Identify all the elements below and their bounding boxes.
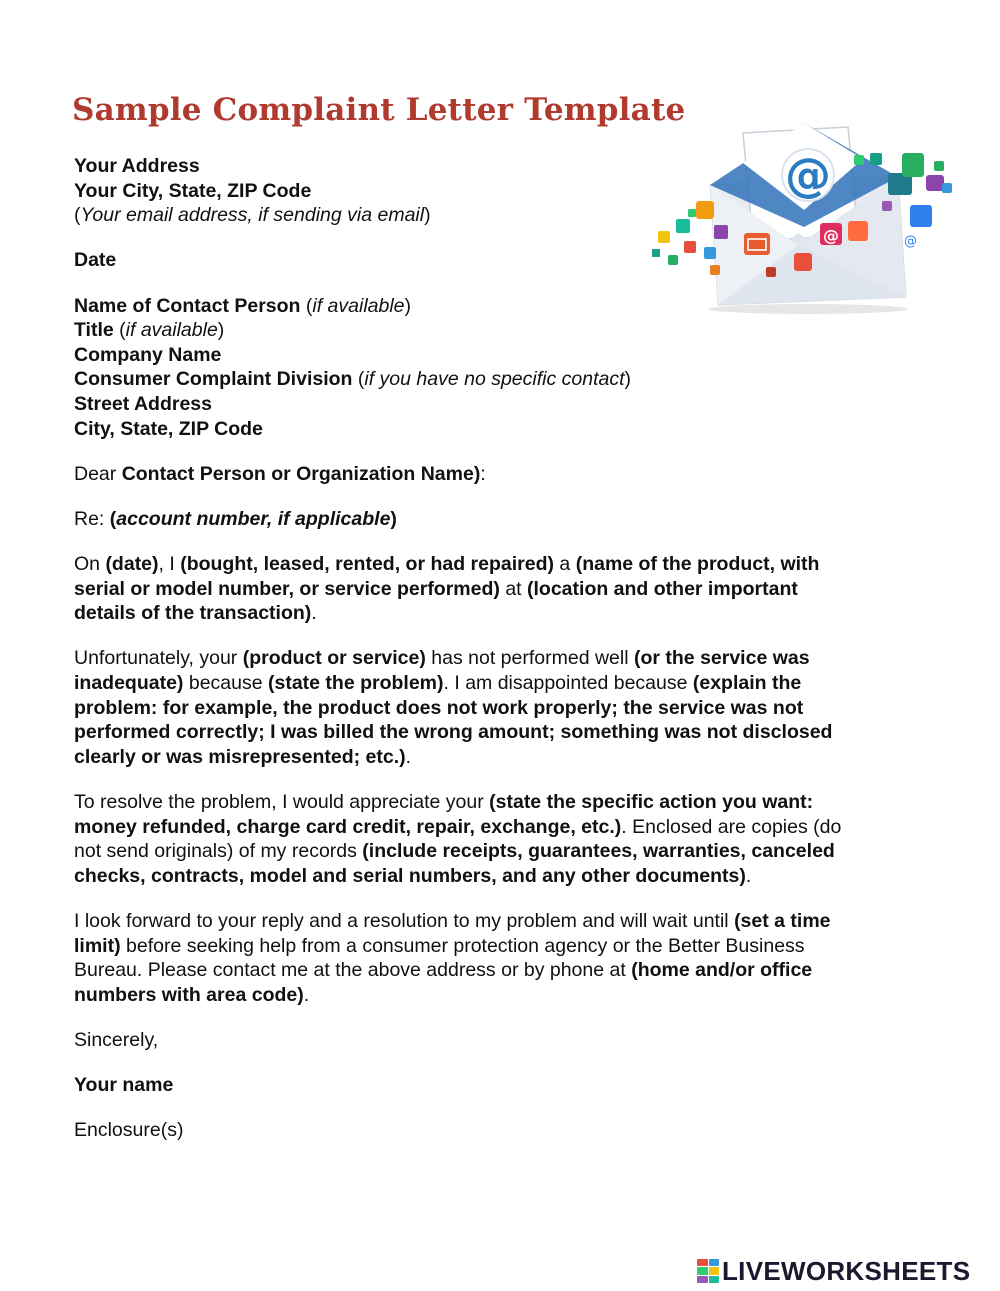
date-block (74, 248, 874, 273)
paragraph-followup: I look forward to your reply and a resolution to my problem and will wait until (set a time limit) before seeking help from a consumer protection agency or the Better Business Bureau. Please contact me at the above address or by phone at (home and/or office numbers with area code). (74, 910, 831, 1006)
sender-city: Your City, State, ZIP Code (74, 179, 312, 202)
letter-body (74, 154, 874, 1164)
signature: Your name (74, 1074, 174, 1097)
recipient-division: Consumer Complaint Division (if you have no specific contact) (74, 368, 632, 391)
recipient-city: City, State, ZIP Code (74, 417, 263, 440)
recipient-street: Street Address (74, 392, 212, 415)
salutation: Dear Contact Person or Organization Name): (74, 462, 486, 485)
page-title: Sample Complaint Letter Template (72, 92, 686, 128)
recipient-title: Title (if available) (74, 319, 225, 342)
liveworksheets-watermark (697, 1257, 970, 1285)
closing: Sincerely, (74, 1028, 159, 1051)
re-line: Re: (account number, if applicable) (74, 507, 397, 530)
paragraph-resolution: To resolve the problem, I would appreciate your (state the specific action you want: money refunded, charge card credit, repair, exchange, etc.). Enclosed are copies (do not send originals) of my records (include receipts, guarantees, warranties, canceled checks, contracts, model and serial numbers, and any other documents). (74, 791, 842, 887)
sender-address: Your Address (74, 155, 200, 177)
svg-text:@: @ (904, 234, 917, 249)
recipient-contact: Name of Contact Person (if available) (74, 294, 412, 317)
sender-block (74, 154, 874, 228)
watermark-text: LIVEWORKSHEETS (722, 1255, 971, 1286)
sender-email: (Your email address, if sending via email) (74, 204, 431, 227)
paragraph-problem: Unfortunately, your (product or service) has not performed well (or the service was inadequate) because (state the problem). I am disappointed because (explain the problem: for example, the product does not work properly; the service was not performed correctly; I was billed the wrong amount; something was not disclosed clearly or was misrepresented; etc.). (74, 647, 833, 768)
enclosure: Enclosure(s) (74, 1119, 184, 1142)
at-badge: @ (823, 226, 839, 245)
recipient-block (74, 294, 874, 442)
recipient-company: Company Name (74, 343, 222, 366)
at-symbol: @ (785, 148, 831, 202)
date-label: Date (74, 249, 117, 272)
liveworksheets-logo-icon (697, 1259, 719, 1283)
paragraph-purchase: On (date), I (bought, leased, rented, or had repaired) a (name of the product, with serial or model number, or service performed) at (location and other important details of the transaction). (74, 553, 820, 625)
